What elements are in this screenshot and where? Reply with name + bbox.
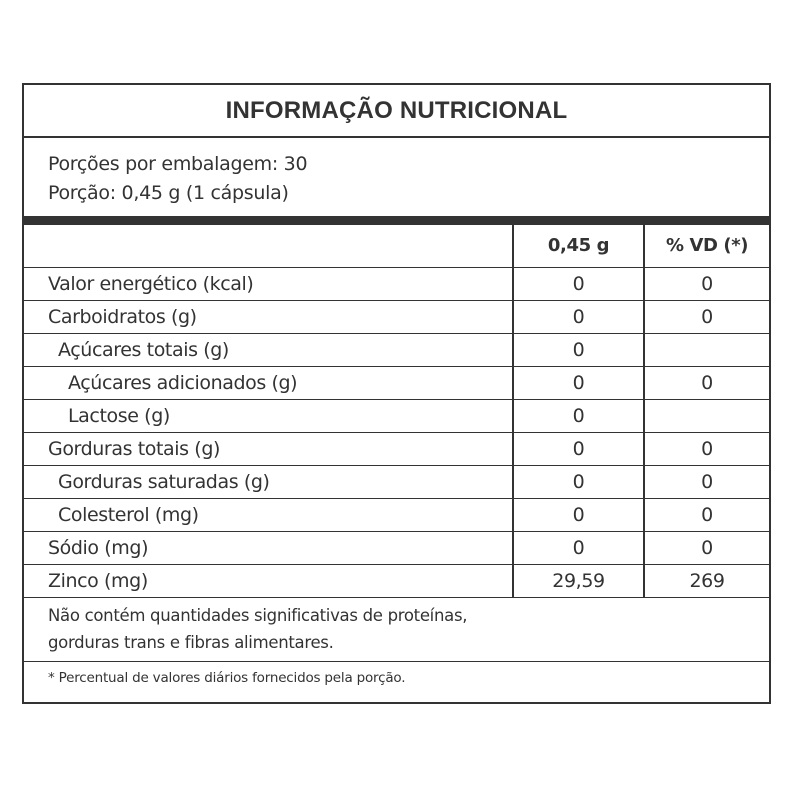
nutrient-name: Carboidratos (g) [24,300,513,333]
header-daily-value: % VD (*) [644,225,769,267]
nutrient-daily-value: 0 [644,366,769,399]
nutrient-daily-value: 0 [644,531,769,564]
nutrient-amount: 0 [513,465,644,498]
header-portion-amount: 0,45 g [513,225,644,267]
nutrient-name: Colesterol (mg) [24,498,513,531]
table-row [24,531,769,564]
nutrient-daily-value [644,333,769,366]
table-row [24,399,769,432]
nutrient-name: Lactose (g) [24,399,513,432]
nutrient-amount: 0 [513,432,644,465]
nutrient-amount: 0 [513,531,644,564]
nutrient-name: Gorduras totais (g) [24,432,513,465]
serving-info [24,138,769,216]
servings-per-package: Porções por embalagem: 30 [48,153,308,175]
table-row [24,564,769,597]
nutrient-amount: 0 [513,399,644,432]
nutrient-amount: 29,59 [513,564,644,597]
nutrient-amount: 0 [513,300,644,333]
daily-value-footnote: * Percentual de valores diários fornecidos pela porção. [48,669,406,686]
nutrient-daily-value: 269 [644,564,769,597]
table-row [24,333,769,366]
portion-size: Porção: 0,45 g (1 cápsula) [48,182,289,204]
nutrient-amount: 0 [513,267,644,300]
header-nutrient [24,225,513,267]
nutrient-name: Zinco (mg) [24,564,513,597]
nutrient-name: Açúcares totais (g) [24,333,513,366]
nutrient-amount: 0 [513,366,644,399]
table-row [24,432,769,465]
table-row [24,300,769,333]
nutrient-daily-value [644,399,769,432]
nutrient-daily-value: 0 [644,498,769,531]
label-title: INFORMAÇÃO NUTRICIONAL [225,96,568,124]
table-row [24,498,769,531]
nutrient-name: Açúcares adicionados (g) [24,366,513,399]
thick-divider [24,216,769,225]
nutrient-daily-value: 0 [644,300,769,333]
nutrient-daily-value: 0 [644,267,769,300]
nutrient-name: Gorduras saturadas (g) [24,465,513,498]
nutrient-name: Sódio (mg) [24,531,513,564]
table-row [24,366,769,399]
nutrient-daily-value: 0 [644,465,769,498]
nutrient-amount: 0 [513,333,644,366]
nutrient-name: Valor energético (kcal) [24,267,513,300]
nutrition-facts-label [22,83,771,704]
nutrient-amount: 0 [513,498,644,531]
title-row [24,85,769,138]
note-line-1: Não contém quantidades significativas de proteínas, [48,605,468,625]
table-header-row [24,225,769,267]
nutrient-daily-value: 0 [644,432,769,465]
table-row [24,267,769,300]
nutrient-table [24,225,769,598]
table-row [24,465,769,498]
note-line-2: gorduras trans e fibras alimentares. [48,632,334,652]
not-significant-note [24,598,769,662]
